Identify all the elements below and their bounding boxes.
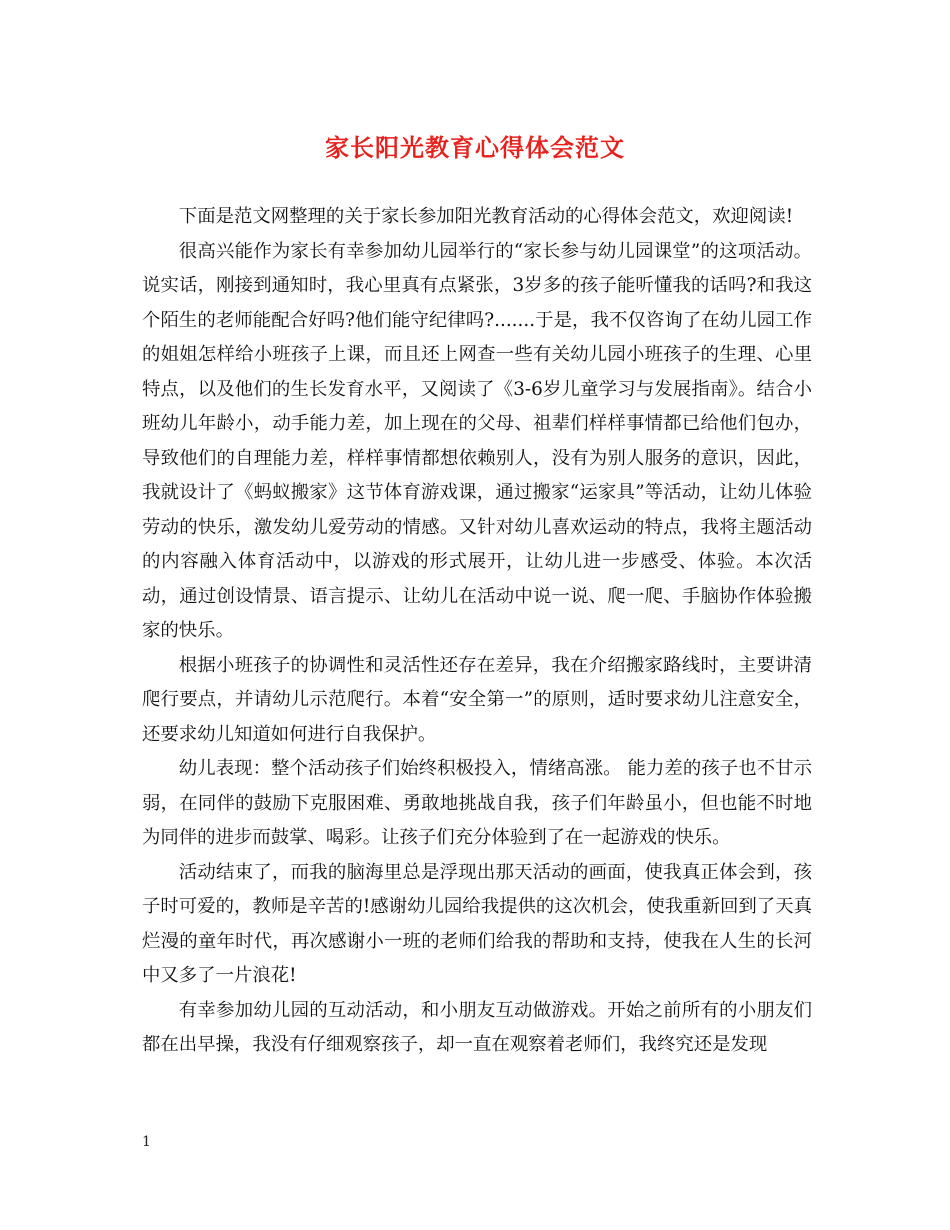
page-number: 1 — [142, 1134, 151, 1150]
paragraph-activity-prep: 很高兴能作为家长有幸参加幼儿园举行的“家长参与幼儿园课堂”的这项活动。说实话，刚接到通知时，我心里真有点紧张，3岁多的孩子能听懂我的话吗?和我这个陌生的老师能配合好吗?他们能守纪律吗?.......于是，我不仅咨询了在幼儿园工作的姐姐怎样给小班孩子上课，而且还上网查一些有关幼儿园小班孩子的生理、心里特点，以及他们的生长发育水平，又阅读了《3-6岁儿童学习与发展指南》。结合小班幼儿年龄小，动手能力差，加上现在的父母、祖辈们样样事情都已给他们包办，导致他们的自理能力差，样样事情都想依赖别人，没有为别人服务的意识，因此，我就设计了《蚂蚁搬家》这节体育游戏课，通过搬家“运家具”等活动，让幼儿体验劳动的快乐，激发幼儿爱劳动的情感。又针对幼儿喜欢运动的特点，我将主题活动的内容融入体育活动中，以游戏的形式展开，让幼儿进一步感受、体验。本次活动，通过创设情景、语言提示、让幼儿在活动中说一说、爬一爬、手脑协作体验搬家的快乐。 — [142, 240, 812, 641]
document-title: 家长阳光教育心得体会范文 — [325, 134, 625, 162]
paragraph-child-performance: 幼儿表现：整个活动孩子们始终积极投入，情绪高涨。 能力差的孩子也不甘示弱，在同伴的鼓励下克服困难、勇敢地挑战自我，孩子们年龄虽小，但也能不时地为同伴的进步而鼓掌、喝彩。让孩子们充分体验到了在一起游戏的快乐。 — [142, 758, 812, 848]
paragraph-reflection: 活动结束了，而我的脑海里总是浮现出那天活动的画面，使我真正体会到，孩子时可爱的，教师是辛苦的!感谢幼儿园给我提供的这次机会，使我重新回到了天真烂漫的童年时代，再次感谢小一班的老师们给我的帮助和支持，使我在人生的长河中又多了一片浪花! — [142, 861, 812, 986]
document-body — [142, 200, 812, 1063]
paragraph-intro: 下面是范文网整理的关于家长参加阳光教育活动的心得体会范文，欢迎阅读! — [178, 206, 794, 227]
paragraph-interaction: 有幸参加幼儿园的互动活动，和小朋友互动做游戏。开始之前所有的小朋友们都在出早操，我没有仔细观察孩子，却一直在观察着老师们，我终究还是发现 — [142, 999, 812, 1055]
paragraph-crawling-safety: 根据小班孩子的协调性和灵活性还存在差异，我在介绍搬家路线时，主要讲清爬行要点，并请幼儿示范爬行。本着“安全第一”的原则，适时要求幼儿注意安全，还要求幼儿知道如何进行自我保护。 — [142, 654, 812, 745]
